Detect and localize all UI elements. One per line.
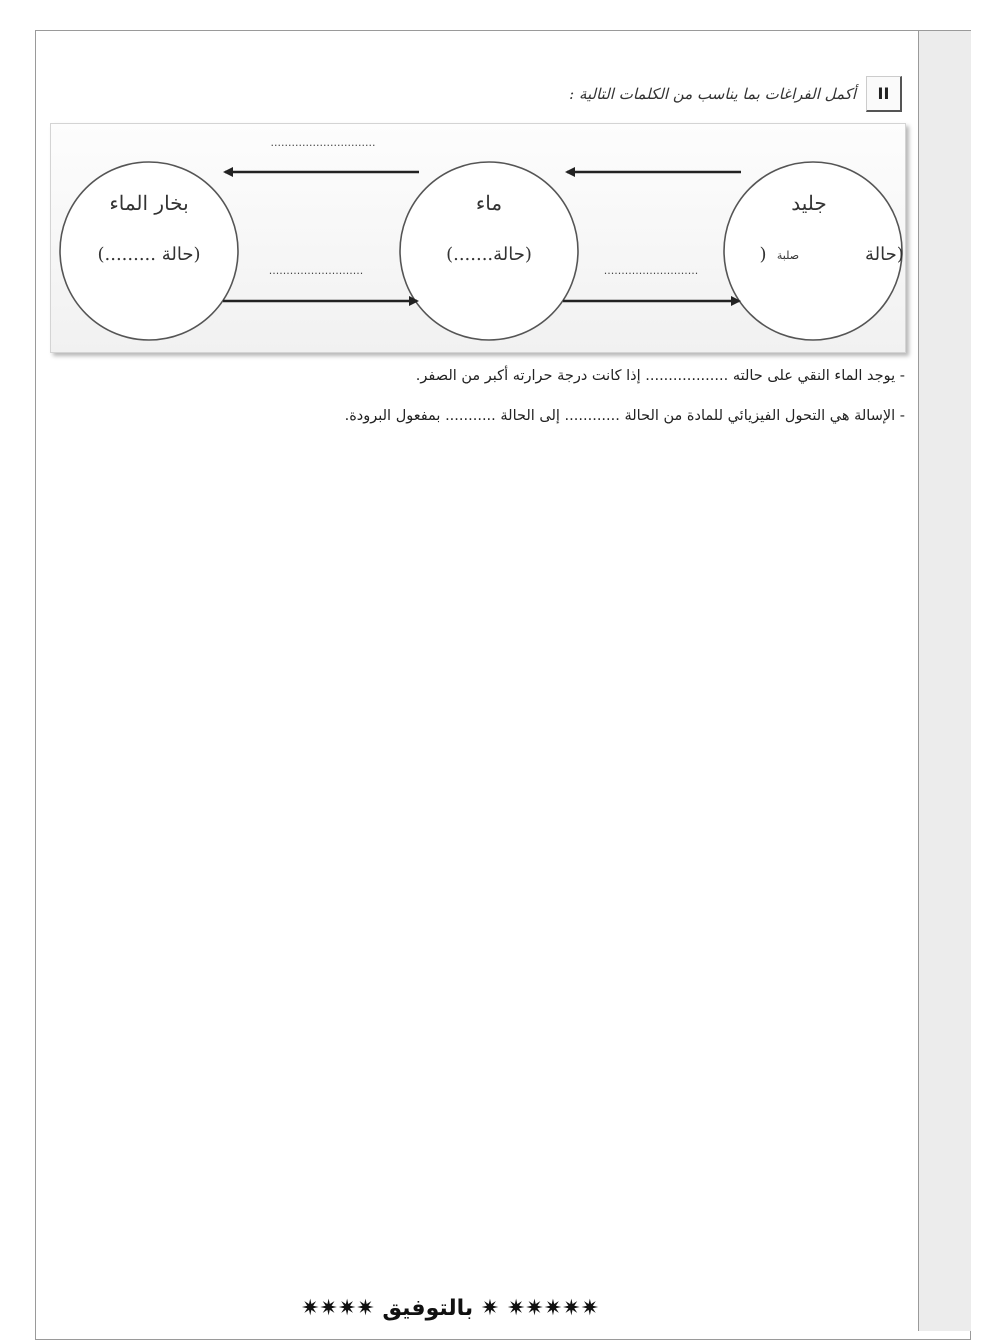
steam-label: (حالة .........) bbox=[97, 244, 201, 265]
fill-in-sentence-1: - يوجد الماء النقي على حالته .................. إذا كانت درجة حرارته أكبر من الصفر. bbox=[415, 368, 905, 384]
good-luck-footer: ✷✷✷✷✷ ✷ بالتوفيق ✷✷✷✷ bbox=[300, 1296, 600, 1321]
exercise-instruction bbox=[569, 74, 902, 114]
instruction-text: أكمل الفراغات بما يناسب من الكلمات التالية : bbox=[569, 85, 856, 103]
question-marker: II bbox=[866, 76, 902, 112]
blank-top[interactable]: .............................. bbox=[270, 136, 376, 149]
blank-right[interactable]: ........................... bbox=[603, 264, 699, 277]
water-label: (حالة.......) bbox=[446, 244, 532, 265]
ice-name: جليد bbox=[791, 191, 827, 215]
water-name: ماء bbox=[475, 191, 503, 215]
ice-answer: صلبة bbox=[776, 249, 800, 262]
fill-in-sentence-2: - الإسالة هي التحول الفيزيائي للمادة من الحالة ............ إلى الحالة ........... بمفعول البرودة. bbox=[344, 408, 905, 424]
ice-label: (حالة bbox=[865, 244, 904, 265]
ice-label-close: ) bbox=[759, 244, 767, 265]
states-of-water-diagram bbox=[50, 123, 906, 353]
page-margin-strip bbox=[918, 31, 971, 1331]
steam-name: بخار الماء bbox=[109, 191, 189, 215]
diagram-canvas bbox=[51, 124, 907, 354]
blank-middle[interactable]: ........................... bbox=[268, 264, 364, 277]
